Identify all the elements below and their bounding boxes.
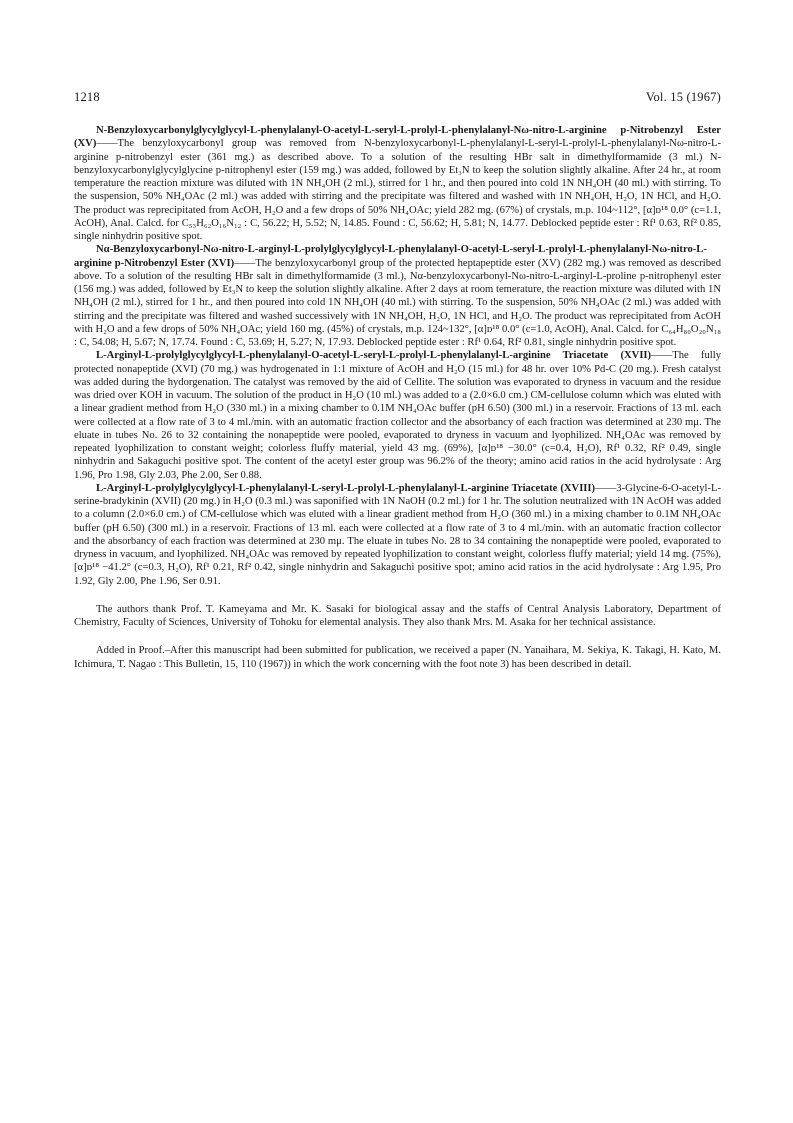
volume-info: Vol. 15 (1967) [645, 90, 721, 104]
page-number: 1218 [74, 90, 100, 104]
experimental-paragraph [74, 482, 721, 588]
added-in-proof: Added in Proof.–After this manuscript had been submitted for publication, we received a paper (N. Yanaihara, M. Sekiya, K. Takagi, H. Kato, M. Ichimura, T. Nagao : This Bulletin, 15, 110 (1967)) in which the work concerning with the foot note 3) has been described in detail. [74, 645, 721, 670]
compound-heading: L-Arginyl-L-prolylglycylglycyl-L-phenylalanyl-O-acetyl-L-seryl-L-prolyl-L-phenylalanyl-L-arginine Triacetate (XVII) [96, 350, 652, 362]
experimental-paragraph [74, 243, 721, 349]
page-header [74, 90, 721, 105]
compound-heading: N-Benzyloxycarbonylglycylglycyl-L-phenylalanyl-O-acetyl-L-seryl-L-prolyl-L-phenylalanyl-Nω-nitro-L-arginine p-Nitrobenzyl Ester (XV) [74, 125, 721, 150]
paragraph-body: ——The benzyloxycarbonyl group of the protected heptapeptide ester (XV) (282 mg.) was removed as described above. To a solution of the resulting HBr salt in dimethylformamide (3 ml.), Nα-benzyloxycarbonyl-Nω-nitro-L-arginyl-L-proline p-nitrophenyl ester (156 mg.) was added, followed by Et₃N to keep the solution slightly alkaline. After 2 days at room temerature, the reaction mixture was diluted with 1N NH₄OH (2 ml.), stirred for 1 hr., and then poured into cold 1N NH₄OH (40 ml.) with stirring. To the suspension, 50% NH₄OAc (2 ml.) was added with stirring and the precipitate was filtered and washed successively with 1N NH₄OH, H₂O, 1N HCl, and H₂O. The product was reprecipitated from AcOH with H₂O and a few drops of 50% NH₄OAc; yield 160 mg. (45%) of crystals, m.p. 124~132°, [α]ᴅ¹⁸ 0.0° (c=1.0, AcOH), Anal. Calcd. for C₆₄H₈₀O₂₀N₁₈ : C, 54.08; H, 5.67; N, 17.74. Found : C, 53.69; H, 5.27; N, 17.93. Deblocked peptide ester : Rf¹ 0.64, Rf² 0.81, single ninhydrin positive spot. [74, 257, 721, 348]
paragraph-body: ——The fully protected nonapeptide (XVI) (70 mg.) was hydrogenated in 1:1 mixture of AcOH and H₂O (15 ml.) for 48 hr. over 10% Pd-C (20 mg.). Fresh catalyst was added during the hydorgenation. The catalyst was removed by the aid of Cellite. The solution was evaporated to dryness in vacuum and the residue was dried over KOH in vacuum. The solution of the product in H₂O (10 ml.) was added to a (2.0×6.0 cm.) CM-cellulose column which was eluted with a linear gradient method from H₂O (330 ml.) in a mixing chamber to 0.1M NH₄OAc buffer (pH 6.50) (300 ml.) in a reservoir. Fractions of 13 ml. each were collected at a flow rate of 3 to 4 ml./min. with an automatic fraction collector and the absorbancy of each fraction was determined at 230 mμ. The eluate in tubes No. 26 to 32 containing the nonapeptide were pooled, evaporated to dryness in vacuum and lyophilized. NH₄OAc was removed by repeated lyophilization to constant weight; colorless fluffy material, yield 43 mg. (69%), [α]ᴅ¹⁸ −30.0° (c=0.4, H₂O), Rf¹ 0.32, Rf² 0.49, single ninhydrin and Sakaguchi positive spot. The content of the acetyl ester group was 96.2% of the theory; amino acid ratios in the acid hydrolysate : Arg 1.96, Pro 1.98, Gly 2.03, Phe 2.00, Ser 0.88. [74, 350, 721, 481]
compound-heading: L-Arginyl-L-prolylglycylglycyl-L-phenylalanyl-L-seryl-L-prolyl-L-phenylalanyl-L-arginine Triacetate (XVIII) [96, 482, 596, 494]
paragraph-body: ——The benzyloxycarbonyl group was removed from N-benzyloxycarbonyl-L-phenylalanyl-L-seryl-L-prolyl-L-phenylalanyl-Nω-nitro-L-arginine p-nitrobenzyl ester (361 mg.) as described above. To a solution of the resulting HBr salt in dimethylformamide (3 ml.) N-benzyloxycarbonylglycylglycine p-nitrophenyl ester (159 mg.) was added, followed by Et₃N to keep the solution slightly alkaline. After 24 hr., at room temperature the reaction mixture was diluted with 1N NH₄OH (2 ml.), stirred for 1 hr., and then poured into cold 1N NH₄OH (40 ml.) with stirring. To the suspension, 50% NH₄OAc (2 ml.) was added with stirring and the precipitate was filtered and washed with 1N NH₄OH, H₂O, 1N HCl, and H₂O. The product was reprecipitated from AcOH, H₂O and a few drops of 50% NH₄OAc; yield 282 mg. (67%) of crystals, m.p. 104~112°, [α]ᴅ¹⁸ 0.0° (c=1.1, AcOH), Anal. Calcd. for C₅₃H₆₂O₁₆N₁₂ : C, 56.22; H, 5.52; N, 14.85. Found : C, 56.62; H, 5.81; N, 14.77. Deblocked peptide ester : Rf¹ 0.63, Rf² 0.85, single ninhydrin positive spot. [74, 138, 721, 242]
paragraph-body: ——3-Glycine-6-O-acetyl-L-serine-bradykinin (XVII) (20 mg.) in H₂O (0.3 ml.) was saponified with 1N NaOH (0.2 ml.) for 1 hr. The solution neutralized with 1N AcOH was added to a column (2.0×6.0 cm.) of CM-cellulose which was eluted with a linear gradient method from H₂O (360 ml.) in a mixing chamber to 0.1M NH₄OAc buffer (pH 6.50) (300 ml.) in a reservoir. Fractions of 13 ml. each were collected at a flow rate of 3 to 4 ml./min. with an automatic fraction collector and the absorbancy of each fraction was determined at 230 mμ. The eluate in tubes No. 28 to 34 containing the nonapeptide were pooled, evaporated to dryness in vacuum, and lyophilized. NH₄OAc was removed by repeated lyophilization to constant weight, colorless fluffy material; yield 14 mg. (75%), [α]ᴅ¹⁸ −41.2° (c=0.3, H₂O), Rf¹ 0.21, Rf² 0.42, single ninhydrin and Sakaguchi positive spot; amino acid ratios in the acid hydrolysate : Arg 1.95, Pro 1.92, Gly 2.00, Phe 1.96, Ser 0.91. [74, 482, 721, 587]
experimental-paragraph [74, 124, 721, 243]
experimental-paragraph [74, 349, 721, 482]
article-body [74, 124, 721, 671]
acknowledgement: The authors thank Prof. T. Kameyama and Mr. K. Sasaki for biological assay and the staffs of Central Analysis Laboratory, Department of Chemistry, Faculty of Sciences, University of Tohoku for elemental analysis. They also thank Mrs. M. Asaka for her technical assistance. [74, 603, 721, 628]
compound-heading: Nα-Benzyloxycarbonyl-Nω-nitro-L-arginyl-L-prolylglycylglycyl-L-phenylalanyl-O-acetyl-L-seryl-L-prolyl-L-phenylalanyl-Nω-nitro-L-arginine p-Nitrobenzyl Ester (XVI) [74, 244, 707, 269]
